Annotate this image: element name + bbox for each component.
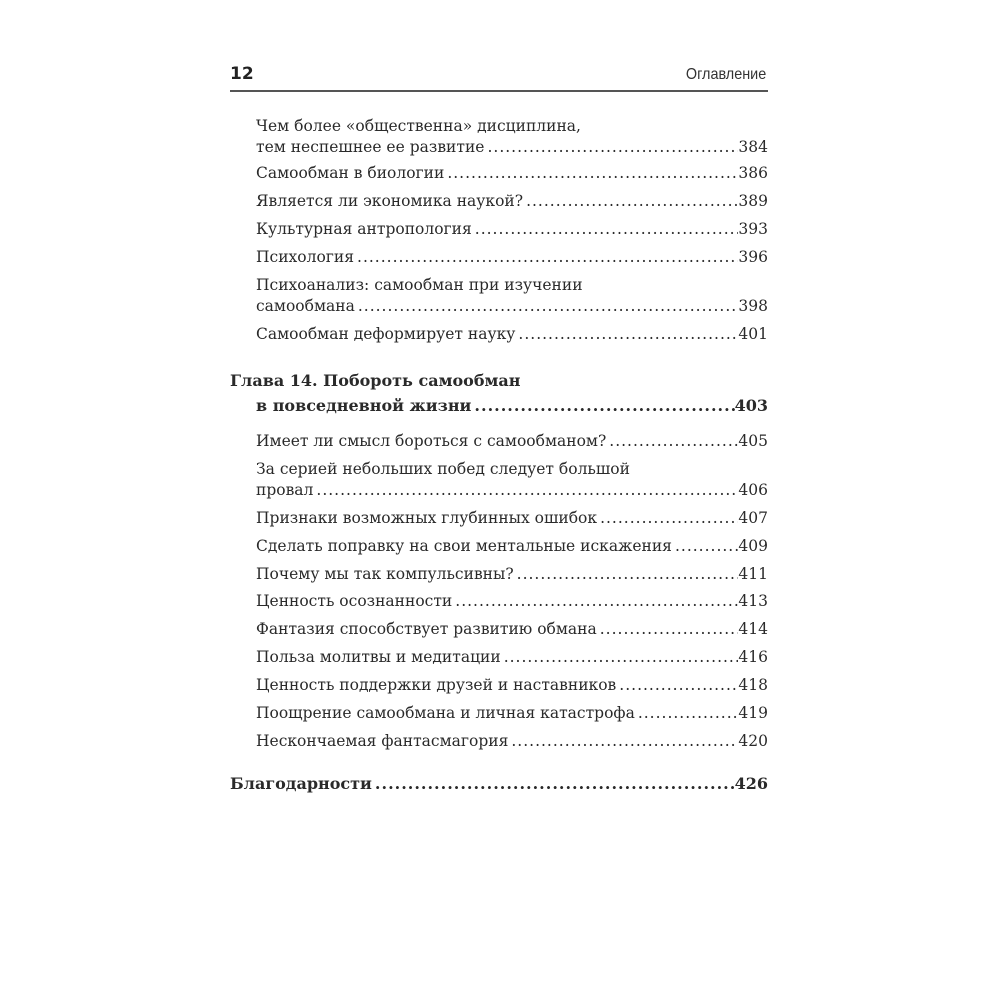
entry-title: Сделать поправку на свои ментальные искажения bbox=[256, 537, 672, 555]
entry-title: Ценность осознанности bbox=[256, 592, 453, 610]
toc-entry-line bbox=[256, 478, 768, 502]
dot-leader bbox=[472, 217, 739, 241]
entry-page-number: 389 bbox=[738, 192, 768, 210]
toc-entry-line bbox=[256, 534, 768, 558]
entry-page-number: 406 bbox=[738, 481, 768, 499]
entry-page-number: 418 bbox=[738, 676, 768, 694]
entry-title: Почему мы так компульсивны? bbox=[256, 565, 514, 583]
dot-leader bbox=[452, 589, 738, 613]
running-header bbox=[230, 64, 768, 92]
toc-entry-line bbox=[256, 217, 768, 241]
entry-title: самообмана bbox=[256, 297, 355, 315]
toc-entry-line bbox=[256, 506, 768, 530]
entry-page-number: 396 bbox=[738, 248, 768, 266]
dot-leader bbox=[606, 429, 738, 453]
entry-title: Благодарности bbox=[230, 774, 372, 793]
entry-page-number: 401 bbox=[738, 325, 768, 343]
entry-title: Имеет ли смысл бороться с самообманом? bbox=[256, 432, 607, 450]
dot-leader bbox=[672, 534, 738, 558]
entry-title: За серией небольших побед следует большой bbox=[256, 460, 630, 478]
entry-page-number: 416 bbox=[738, 648, 768, 666]
toc-entry-line bbox=[256, 701, 768, 725]
entry-page-number: 405 bbox=[738, 432, 768, 450]
dot-leader bbox=[515, 322, 738, 346]
entry-title: Ценность поддержки друзей и наставников bbox=[256, 676, 617, 694]
dot-leader bbox=[508, 729, 738, 753]
toc-entry-line bbox=[256, 189, 768, 213]
entry-title: Фантазия способствует развитию обмана bbox=[256, 620, 597, 638]
dot-leader bbox=[616, 673, 738, 697]
entry-title: Самообман деформирует науку bbox=[256, 325, 516, 343]
dot-leader bbox=[372, 772, 735, 796]
dot-leader bbox=[444, 161, 738, 185]
toc-entry-line bbox=[256, 589, 768, 613]
dot-leader bbox=[313, 478, 738, 502]
dot-leader bbox=[355, 294, 739, 318]
entry-title: Нескончаемая фантасмагория bbox=[256, 732, 509, 750]
entry-title: Признаки возможных глубинных ошибок bbox=[256, 509, 598, 527]
chapter-title: Глава 14. Побороть самообман bbox=[230, 371, 521, 390]
entry-title: Является ли экономика наукой? bbox=[256, 192, 524, 210]
toc-entry-line bbox=[256, 645, 768, 669]
toc-entry-line bbox=[256, 135, 768, 159]
dot-leader bbox=[635, 701, 739, 725]
entry-page-number: 413 bbox=[738, 592, 768, 610]
toc-entry-line bbox=[230, 772, 768, 796]
entry-page-number: 384 bbox=[738, 138, 768, 156]
entry-page-number: 398 bbox=[738, 297, 768, 315]
entry-page-number: 386 bbox=[738, 164, 768, 182]
running-title: Оглавление bbox=[685, 66, 766, 83]
entry-page-number: 407 bbox=[738, 509, 768, 527]
dot-leader bbox=[523, 189, 738, 213]
page-number: 12 bbox=[230, 64, 254, 84]
entry-title: Психология bbox=[256, 248, 355, 266]
entry-page-number: 426 bbox=[734, 774, 768, 793]
toc-entry-line bbox=[256, 562, 768, 586]
entry-page-number: 393 bbox=[738, 220, 768, 238]
entry-page-number: 411 bbox=[738, 565, 768, 583]
entry-title: Психоанализ: самообман при изучении bbox=[256, 276, 583, 294]
entry-page-number: 414 bbox=[738, 620, 768, 638]
entry-page-number: 409 bbox=[738, 537, 768, 555]
entry-title: провал bbox=[256, 481, 314, 499]
toc-entry-line bbox=[256, 161, 768, 185]
toc-entry-line bbox=[256, 394, 768, 418]
entry-title: Самообман в биологии bbox=[256, 164, 445, 182]
dot-leader bbox=[514, 562, 739, 586]
entry-page-number: 419 bbox=[738, 704, 768, 722]
dot-leader bbox=[471, 394, 734, 418]
toc-entry-line bbox=[256, 673, 768, 697]
dot-leader bbox=[484, 135, 738, 159]
entry-title: Поощрение самообмана и личная катастрофа bbox=[256, 704, 635, 722]
entry-title: Культурная антропология bbox=[256, 220, 472, 238]
entry-page-number: 420 bbox=[738, 732, 768, 750]
dot-leader bbox=[597, 617, 739, 641]
entry-page-number: 403 bbox=[734, 396, 768, 415]
toc-entry-line bbox=[256, 294, 768, 318]
toc-entry-line bbox=[256, 322, 768, 346]
toc-entry-line bbox=[230, 369, 768, 393]
entry-title: Чем более «общественна» дисциплина, bbox=[256, 117, 581, 135]
chapter-title: в повседневной жизни bbox=[256, 396, 472, 415]
toc-entry-line bbox=[256, 617, 768, 641]
toc-entry-line bbox=[256, 245, 768, 269]
dot-leader bbox=[501, 645, 739, 669]
toc-entry-line bbox=[256, 429, 768, 453]
dot-leader bbox=[597, 506, 738, 530]
dot-leader bbox=[354, 245, 738, 269]
entry-title: Польза молитвы и медитации bbox=[256, 648, 501, 666]
entry-title: тем неспешнее ее развитие bbox=[256, 138, 485, 156]
toc-entry-line bbox=[256, 729, 768, 753]
